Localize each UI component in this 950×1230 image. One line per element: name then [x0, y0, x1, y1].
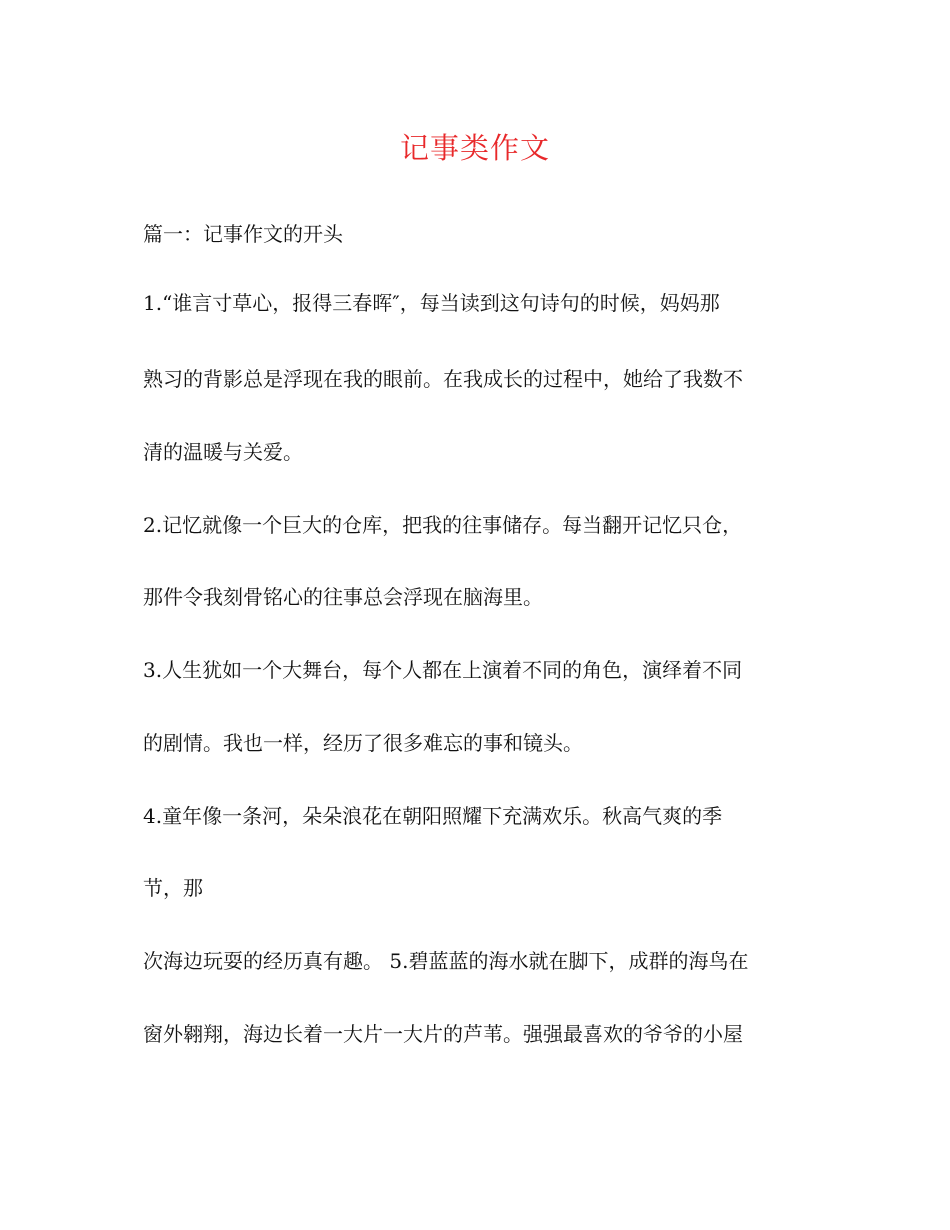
paragraph-line: 清的温暖与关爱。 — [143, 440, 303, 464]
paragraph-line: 节，那 — [143, 876, 203, 900]
paragraph-line: 1.“谁言寸草心，报得三春晖″，每当读到这句诗句的时候，妈妈那 — [143, 291, 720, 315]
paragraph-line: 次海边玩耍的经历真有趣。 5.碧蓝蓝的海水就在脚下，成群的海鸟在 — [143, 949, 749, 973]
paragraph-line: 那件令我刻骨铭心的往事总会浮现在脑海里。 — [143, 585, 543, 609]
paragraph-line: 熟习的背影总是浮现在我的眼前。在我成长的过程中，她给了我数不 — [143, 367, 743, 391]
paragraph-line: 3.人生犹如一个大舞台，每个人都在上演着不同的角色，演绎着不同 — [143, 658, 743, 682]
paragraph-line: 4.童年像一条河，朵朵浪花在朝阳照耀下充满欢乐。秋高气爽的季 — [143, 804, 723, 828]
paragraph-line: 2.记忆就像一个巨大的仓库，把我的往事储存。每当翻开记忆只仓， — [143, 513, 743, 537]
section-heading: 篇一：记事作文的开头 — [143, 222, 343, 246]
paragraph-line: 的剧情。我也一样，经历了很多难忘的事和镜头。 — [143, 731, 583, 755]
paragraph-line: 窗外翱翔，海边长着一大片一大片的芦苇。强强最喜欢的爷爷的小屋 — [143, 1022, 743, 1046]
document-title: 记事类作文 — [399, 131, 550, 165]
